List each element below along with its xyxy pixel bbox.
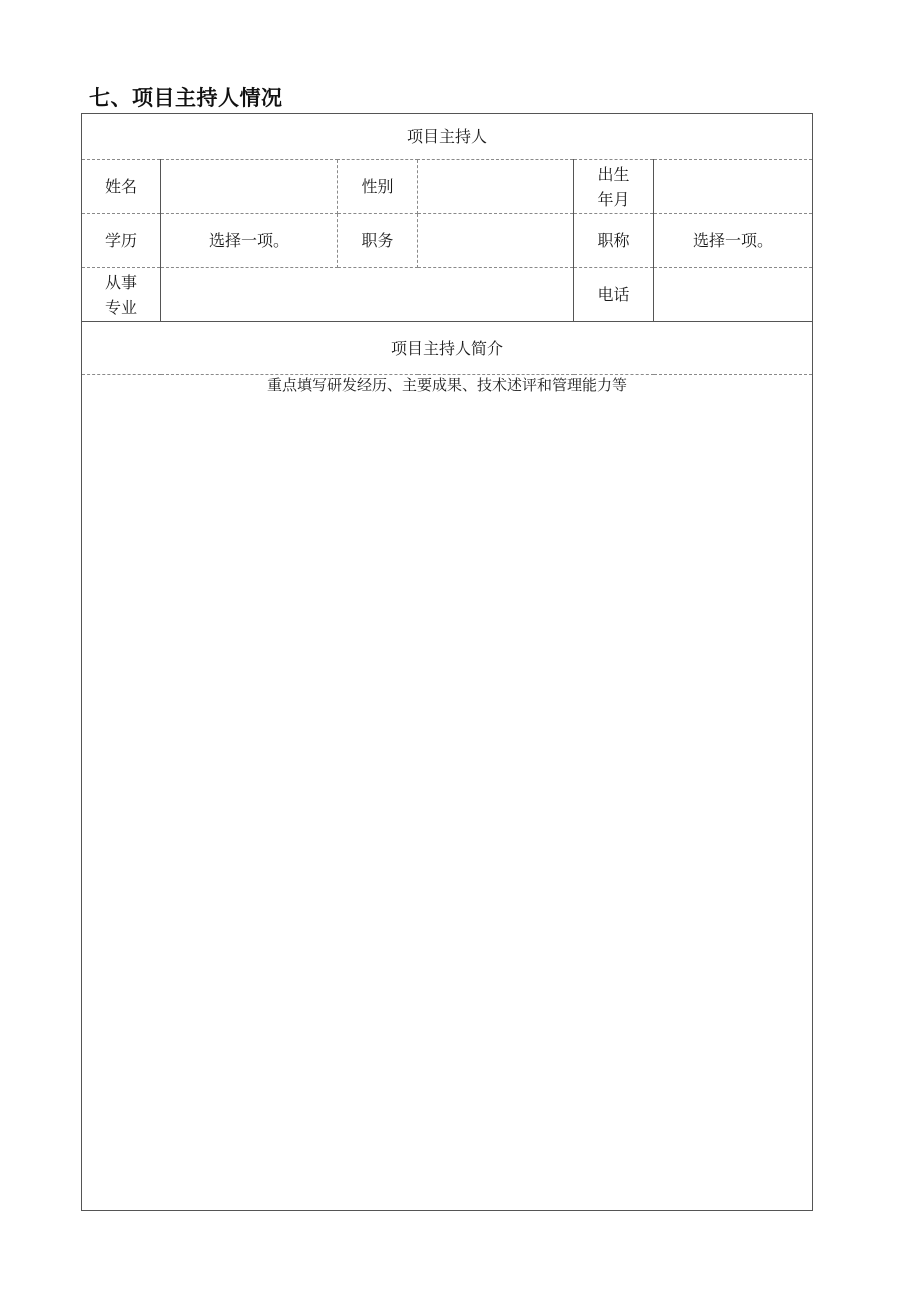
birth-label-line1: 出生 (597, 164, 630, 184)
gender-label: 性别 (338, 160, 418, 214)
position-label: 职务 (338, 214, 418, 268)
major-label-line2: 专业 (104, 297, 137, 317)
birth-label-line2: 年月 (597, 189, 630, 209)
intro-header: 项目主持人简介 (82, 322, 813, 375)
table-header: 项目主持人 (82, 114, 813, 160)
major-label-line1: 从事 (104, 272, 137, 292)
host-info-table (81, 113, 813, 1211)
intro-body[interactable] (82, 375, 813, 1211)
birth-label (574, 160, 654, 214)
name-label: 姓名 (82, 160, 161, 214)
name-field[interactable] (161, 160, 338, 214)
section-title: 七、项目主持人情况 (89, 86, 283, 110)
education-select[interactable]: 选择一项。 (161, 214, 338, 268)
phone-label: 电话 (574, 268, 654, 322)
title-select[interactable]: 选择一项。 (654, 214, 813, 268)
major-field[interactable] (161, 268, 574, 322)
phone-field[interactable] (654, 268, 813, 322)
major-label (82, 268, 161, 322)
position-field[interactable] (418, 214, 574, 268)
education-label: 学历 (82, 214, 161, 268)
intro-hint: 重点填写研发经历、主要成果、技术述评和管理能力等 (267, 376, 628, 394)
birth-field[interactable] (654, 160, 813, 214)
gender-field[interactable] (418, 160, 574, 214)
title-label: 职称 (574, 214, 654, 268)
